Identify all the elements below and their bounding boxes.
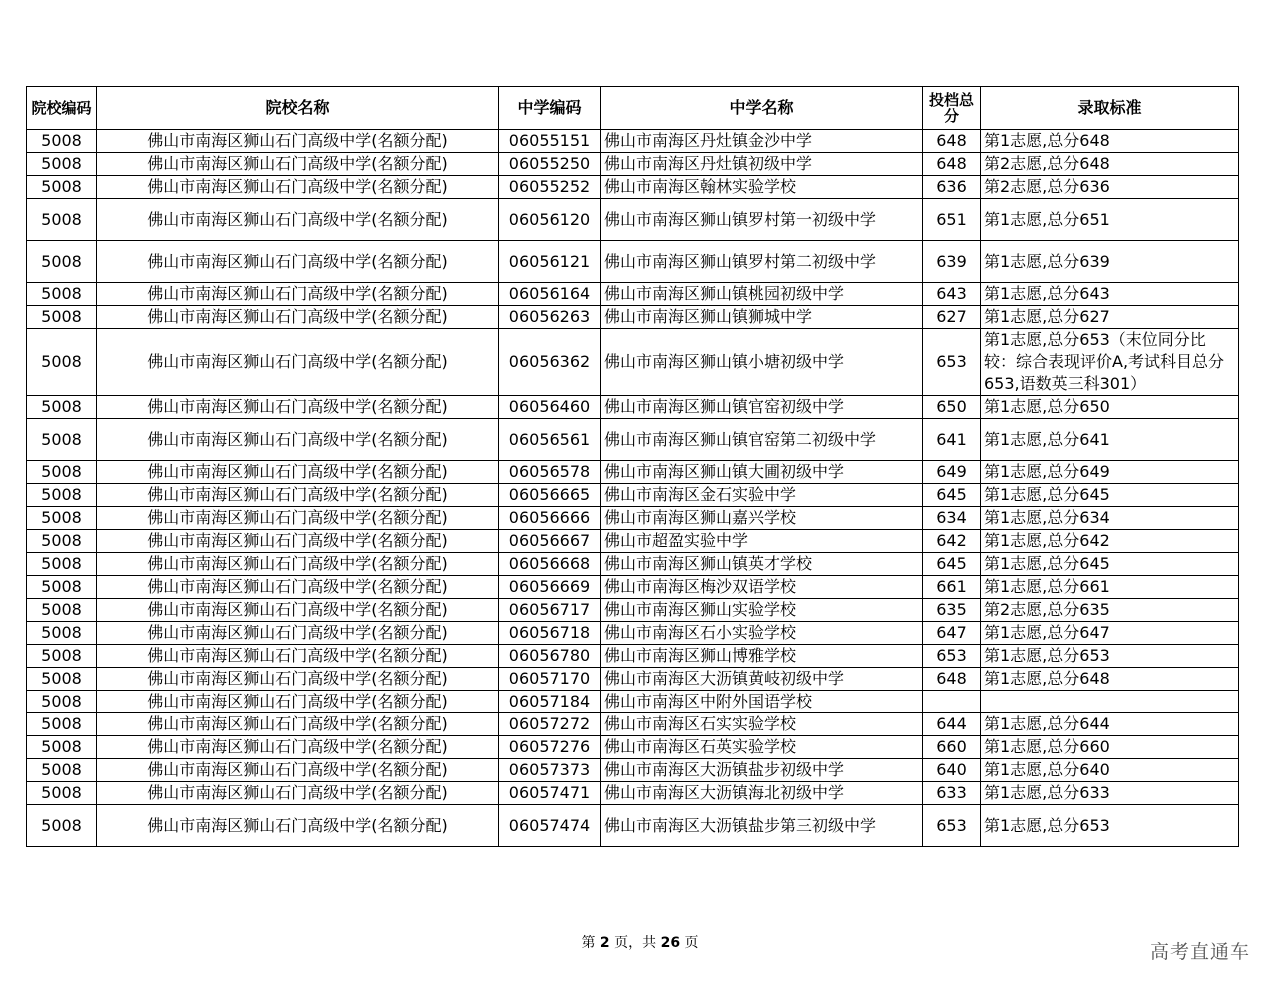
footer-middle: 页，共 (614, 935, 657, 951)
cell-middle-school-code: 06056263 (499, 306, 601, 329)
footer-suffix: 页 (684, 935, 699, 951)
cell-total-score: 627 (923, 306, 981, 329)
cell-school-code: 5008 (27, 199, 97, 241)
cell-school-name: 佛山市南海区狮山石门高级中学(名额分配) (97, 622, 499, 645)
cell-middle-school-name: 佛山市南海区狮山镇罗村第二初级中学 (601, 241, 923, 283)
cell-middle-school-code: 06057272 (499, 713, 601, 736)
cell-school-code: 5008 (27, 241, 97, 283)
cell-total-score: 644 (923, 713, 981, 736)
cell-middle-school-code: 06056164 (499, 283, 601, 306)
cell-middle-school-name: 佛山市南海区狮山实验学校 (601, 599, 923, 622)
cell-total-score: 648 (923, 668, 981, 691)
cell-total-score: 643 (923, 283, 981, 306)
cell-middle-school-code: 06055250 (499, 153, 601, 176)
table-row (27, 176, 1239, 199)
cell-total-score: 647 (923, 622, 981, 645)
table-row (27, 530, 1239, 553)
cell-criteria: 第1志愿,总分643 (981, 283, 1239, 306)
table-row (27, 306, 1239, 329)
header-total-score: 投档总分 (923, 87, 981, 130)
cell-middle-school-name: 佛山市南海区翰林实验学校 (601, 176, 923, 199)
header-middle-school-code: 中学编码 (499, 87, 601, 130)
cell-total-score: 660 (923, 736, 981, 759)
cell-total-score: 653 (923, 329, 981, 396)
table-row (27, 153, 1239, 176)
cell-middle-school-name: 佛山市南海区梅沙双语学校 (601, 576, 923, 599)
cell-total-score: 650 (923, 396, 981, 419)
cell-middle-school-name: 佛山市南海区狮山博雅学校 (601, 645, 923, 668)
cell-school-code: 5008 (27, 153, 97, 176)
cell-middle-school-code: 06056362 (499, 329, 601, 396)
cell-middle-school-name: 佛山市南海区狮山镇官窑第二初级中学 (601, 419, 923, 461)
cell-middle-school-name: 佛山市南海区狮山镇罗村第一初级中学 (601, 199, 923, 241)
cell-school-code: 5008 (27, 283, 97, 306)
cell-middle-school-name: 佛山市南海区金石实验中学 (601, 484, 923, 507)
cell-school-name: 佛山市南海区狮山石门高级中学(名额分配) (97, 713, 499, 736)
table-row (27, 553, 1239, 576)
table-body (27, 130, 1239, 847)
table-row (27, 782, 1239, 805)
cell-middle-school-code: 06056460 (499, 396, 601, 419)
cell-criteria: 第1志愿,总分639 (981, 241, 1239, 283)
table-row (27, 461, 1239, 484)
cell-criteria: 第1志愿,总分649 (981, 461, 1239, 484)
watermark: 高考直通车 (1149, 941, 1250, 963)
cell-school-name: 佛山市南海区狮山石门高级中学(名额分配) (97, 782, 499, 805)
cell-middle-school-name: 佛山市南海区大沥镇黄岐初级中学 (601, 668, 923, 691)
table-row (27, 329, 1239, 396)
cell-total-score: 633 (923, 782, 981, 805)
cell-middle-school-name: 佛山市南海区狮山镇英才学校 (601, 553, 923, 576)
cell-middle-school-code: 06057471 (499, 782, 601, 805)
cell-school-code: 5008 (27, 668, 97, 691)
cell-middle-school-name: 佛山市南海区大沥镇海北初级中学 (601, 782, 923, 805)
cell-criteria: 第1志愿,总分633 (981, 782, 1239, 805)
cell-school-name: 佛山市南海区狮山石门高级中学(名额分配) (97, 396, 499, 419)
cell-total-score: 648 (923, 153, 981, 176)
cell-school-name: 佛山市南海区狮山石门高级中学(名额分配) (97, 759, 499, 782)
cell-middle-school-name: 佛山市南海区大沥镇盐步第三初级中学 (601, 805, 923, 847)
page-footer (0, 932, 1280, 952)
cell-criteria: 第1志愿,总分642 (981, 530, 1239, 553)
cell-criteria: 第1志愿,总分645 (981, 484, 1239, 507)
cell-school-code: 5008 (27, 530, 97, 553)
header-school-code: 院校编码 (27, 87, 97, 130)
table-row (27, 805, 1239, 847)
cell-school-name: 佛山市南海区狮山石门高级中学(名额分配) (97, 199, 499, 241)
cell-middle-school-code: 06057184 (499, 691, 601, 713)
table-row (27, 599, 1239, 622)
cell-middle-school-name: 佛山市南海区狮山镇大圃初级中学 (601, 461, 923, 484)
table-row (27, 507, 1239, 530)
cell-school-code: 5008 (27, 329, 97, 396)
cell-criteria: 第1志愿,总分661 (981, 576, 1239, 599)
cell-total-score: 636 (923, 176, 981, 199)
cell-criteria: 第2志愿,总分636 (981, 176, 1239, 199)
table-row (27, 241, 1239, 283)
admission-table (26, 86, 1239, 847)
cell-school-code: 5008 (27, 507, 97, 530)
cell-school-code: 5008 (27, 461, 97, 484)
table-row (27, 713, 1239, 736)
cell-school-code: 5008 (27, 645, 97, 668)
cell-middle-school-code: 06056669 (499, 576, 601, 599)
cell-school-name: 佛山市南海区狮山石门高级中学(名额分配) (97, 283, 499, 306)
cell-school-code: 5008 (27, 396, 97, 419)
cell-school-name: 佛山市南海区狮山石门高级中学(名额分配) (97, 484, 499, 507)
cell-criteria: 第1志愿,总分640 (981, 759, 1239, 782)
cell-total-score: 640 (923, 759, 981, 782)
cell-school-code: 5008 (27, 419, 97, 461)
cell-total-score: 661 (923, 576, 981, 599)
cell-total-score: 649 (923, 461, 981, 484)
table-row (27, 484, 1239, 507)
cell-middle-school-name: 佛山市超盈实验中学 (601, 530, 923, 553)
footer-prefix: 第 (581, 935, 596, 951)
cell-middle-school-code: 06057474 (499, 805, 601, 847)
table-row (27, 668, 1239, 691)
table-row (27, 576, 1239, 599)
cell-school-code: 5008 (27, 553, 97, 576)
cell-school-name: 佛山市南海区狮山石门高级中学(名额分配) (97, 553, 499, 576)
cell-middle-school-name: 佛山市南海区丹灶镇初级中学 (601, 153, 923, 176)
cell-middle-school-name: 佛山市南海区石小实验学校 (601, 622, 923, 645)
cell-middle-school-code: 06055252 (499, 176, 601, 199)
cell-school-code: 5008 (27, 691, 97, 713)
cell-school-name: 佛山市南海区狮山石门高级中学(名额分配) (97, 306, 499, 329)
cell-middle-school-code: 06056120 (499, 199, 601, 241)
cell-criteria: 第1志愿,总分653（末位同分比较：综合表现评价A,考试科目总分653,语数英三科301） (981, 329, 1239, 396)
cell-middle-school-code: 06056666 (499, 507, 601, 530)
table-row (27, 130, 1239, 153)
cell-middle-school-name: 佛山市南海区狮山镇官窑初级中学 (601, 396, 923, 419)
cell-criteria: 第1志愿,总分645 (981, 553, 1239, 576)
cell-middle-school-name: 佛山市南海区石英实验学校 (601, 736, 923, 759)
header-row (27, 87, 1239, 130)
cell-school-name: 佛山市南海区狮山石门高级中学(名额分配) (97, 530, 499, 553)
table-row (27, 419, 1239, 461)
cell-school-name: 佛山市南海区狮山石门高级中学(名额分配) (97, 576, 499, 599)
cell-total-score: 653 (923, 805, 981, 847)
table-row (27, 396, 1239, 419)
cell-middle-school-code: 06057170 (499, 668, 601, 691)
cell-middle-school-name: 佛山市南海区狮山镇小塘初级中学 (601, 329, 923, 396)
cell-school-code: 5008 (27, 736, 97, 759)
cell-middle-school-code: 06056121 (499, 241, 601, 283)
cell-middle-school-name: 佛山市南海区石实实验学校 (601, 713, 923, 736)
cell-middle-school-code: 06056780 (499, 645, 601, 668)
cell-total-score: 642 (923, 530, 981, 553)
cell-criteria: 第1志愿,总分627 (981, 306, 1239, 329)
cell-school-name: 佛山市南海区狮山石门高级中学(名额分配) (97, 691, 499, 713)
table-row (27, 691, 1239, 713)
table-row (27, 645, 1239, 668)
cell-school-name: 佛山市南海区狮山石门高级中学(名额分配) (97, 645, 499, 668)
cell-criteria: 第1志愿,总分644 (981, 713, 1239, 736)
table-header (27, 87, 1239, 130)
cell-school-code: 5008 (27, 622, 97, 645)
cell-school-name: 佛山市南海区狮山石门高级中学(名额分配) (97, 329, 499, 396)
cell-middle-school-name: 佛山市南海区狮山镇狮城中学 (601, 306, 923, 329)
cell-middle-school-code: 06056665 (499, 484, 601, 507)
table-row (27, 736, 1239, 759)
cell-total-score: 653 (923, 645, 981, 668)
table-row (27, 283, 1239, 306)
header-school-name: 院校名称 (97, 87, 499, 130)
cell-middle-school-name: 佛山市南海区中附外国语学校 (601, 691, 923, 713)
cell-school-name: 佛山市南海区狮山石门高级中学(名额分配) (97, 176, 499, 199)
cell-middle-school-name: 佛山市南海区大沥镇盐步初级中学 (601, 759, 923, 782)
cell-middle-school-code: 06056667 (499, 530, 601, 553)
header-criteria: 录取标准 (981, 87, 1239, 130)
cell-middle-school-code: 06056717 (499, 599, 601, 622)
cell-school-name: 佛山市南海区狮山石门高级中学(名额分配) (97, 736, 499, 759)
cell-school-name: 佛山市南海区狮山石门高级中学(名额分配) (97, 130, 499, 153)
cell-middle-school-name: 佛山市南海区丹灶镇金沙中学 (601, 130, 923, 153)
cell-middle-school-code: 06056718 (499, 622, 601, 645)
cell-criteria: 第1志愿,总分648 (981, 130, 1239, 153)
cell-school-code: 5008 (27, 759, 97, 782)
cell-school-name: 佛山市南海区狮山石门高级中学(名额分配) (97, 805, 499, 847)
cell-school-code: 5008 (27, 576, 97, 599)
cell-criteria: 第2志愿,总分635 (981, 599, 1239, 622)
cell-total-score: 648 (923, 130, 981, 153)
cell-school-name: 佛山市南海区狮山石门高级中学(名额分配) (97, 599, 499, 622)
cell-criteria: 第1志愿,总分641 (981, 419, 1239, 461)
cell-criteria: 第1志愿,总分651 (981, 199, 1239, 241)
cell-middle-school-code: 06057373 (499, 759, 601, 782)
cell-middle-school-code: 06056561 (499, 419, 601, 461)
cell-criteria: 第1志愿,总分653 (981, 805, 1239, 847)
cell-criteria: 第2志愿,总分648 (981, 153, 1239, 176)
cell-school-name: 佛山市南海区狮山石门高级中学(名额分配) (97, 419, 499, 461)
cell-criteria (981, 691, 1239, 713)
cell-school-code: 5008 (27, 130, 97, 153)
cell-school-code: 5008 (27, 599, 97, 622)
cell-criteria: 第1志愿,总分650 (981, 396, 1239, 419)
cell-criteria: 第1志愿,总分653 (981, 645, 1239, 668)
cell-total-score: 645 (923, 484, 981, 507)
cell-school-code: 5008 (27, 176, 97, 199)
header-middle-school-name: 中学名称 (601, 87, 923, 130)
cell-school-name: 佛山市南海区狮山石门高级中学(名额分配) (97, 153, 499, 176)
cell-total-score: 641 (923, 419, 981, 461)
cell-middle-school-code: 06056578 (499, 461, 601, 484)
cell-school-name: 佛山市南海区狮山石门高级中学(名额分配) (97, 507, 499, 530)
cell-school-name: 佛山市南海区狮山石门高级中学(名额分配) (97, 241, 499, 283)
cell-school-code: 5008 (27, 782, 97, 805)
cell-total-score: 645 (923, 553, 981, 576)
cell-school-name: 佛山市南海区狮山石门高级中学(名额分配) (97, 461, 499, 484)
cell-total-score: 639 (923, 241, 981, 283)
cell-school-code: 5008 (27, 306, 97, 329)
table-row (27, 199, 1239, 241)
cell-middle-school-code: 06057276 (499, 736, 601, 759)
cell-school-code: 5008 (27, 484, 97, 507)
cell-total-score (923, 691, 981, 713)
table-row (27, 622, 1239, 645)
cell-criteria: 第1志愿,总分647 (981, 622, 1239, 645)
footer-total-pages: 26 (660, 935, 681, 951)
cell-middle-school-code: 06056668 (499, 553, 601, 576)
cell-school-code: 5008 (27, 805, 97, 847)
cell-total-score: 635 (923, 599, 981, 622)
cell-criteria: 第1志愿,总分660 (981, 736, 1239, 759)
footer-page-number: 2 (599, 935, 610, 951)
cell-criteria: 第1志愿,总分648 (981, 668, 1239, 691)
cell-middle-school-name: 佛山市南海区狮山嘉兴学校 (601, 507, 923, 530)
cell-middle-school-code: 06055151 (499, 130, 601, 153)
cell-middle-school-name: 佛山市南海区狮山镇桃园初级中学 (601, 283, 923, 306)
cell-school-name: 佛山市南海区狮山石门高级中学(名额分配) (97, 668, 499, 691)
cell-total-score: 651 (923, 199, 981, 241)
cell-total-score: 634 (923, 507, 981, 530)
cell-school-code: 5008 (27, 713, 97, 736)
table-row (27, 759, 1239, 782)
cell-criteria: 第1志愿,总分634 (981, 507, 1239, 530)
